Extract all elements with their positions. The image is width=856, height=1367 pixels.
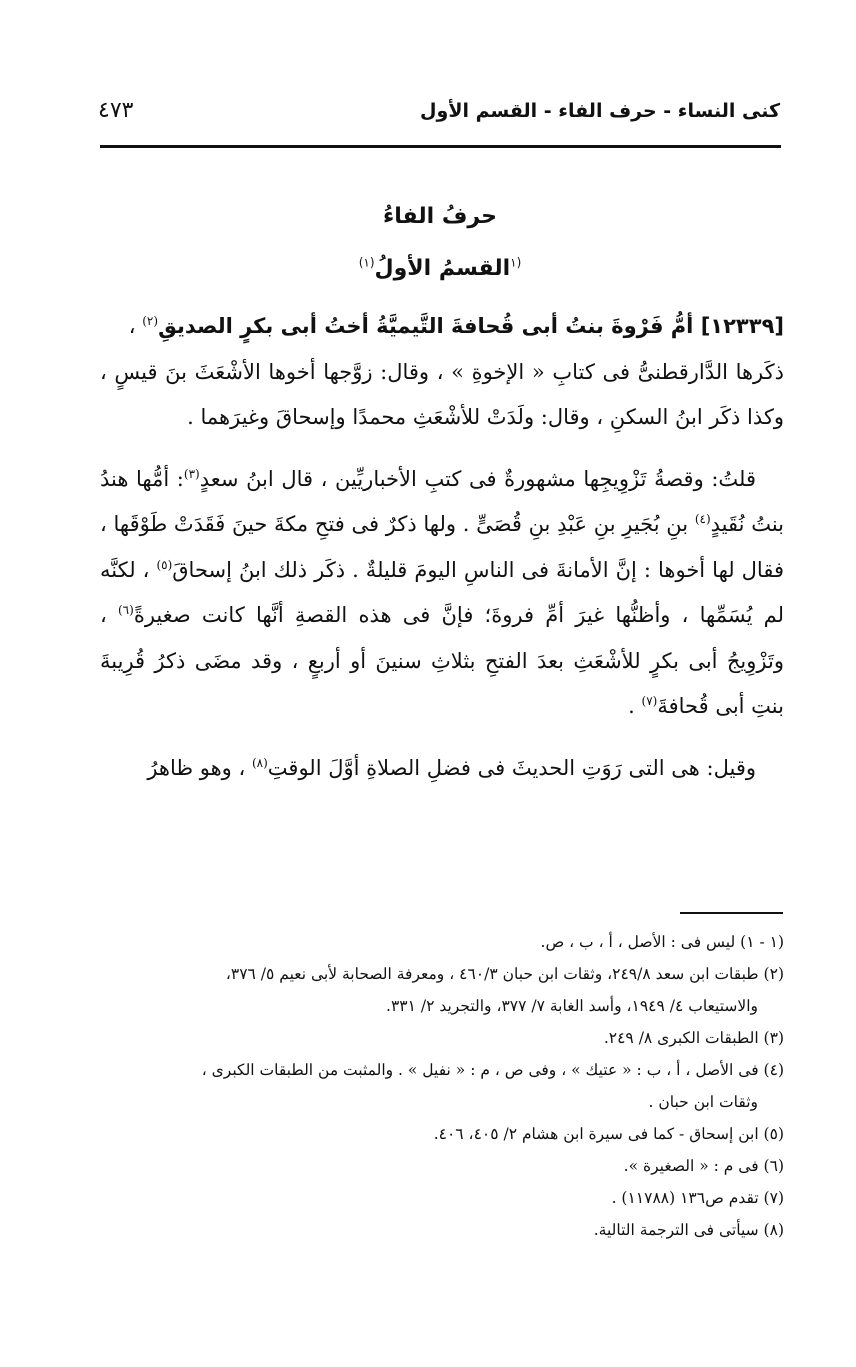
entry-heading: [١٢٣٣٩] أمُّ فَرْوةَ بنتُ أبى قُحافةَ التَّيميَّةُ أختُ أبى بكرٍ الصديقِ [158,314,784,338]
p2-text-5: ، وتَزْوِيجُ أبى بكرٍ للأشْعَثِ بعدَ الفتحِ بثلاثِ سنينَ أو أربعٍ ، وقد مضَى ذكرُ قُرِيبةَ بنتِ أبى قُحافةَ [100,603,784,718]
p2-text-1: قلتُ: وقصةُ تَزْوِيجِها مشهورةٌ فى كتبِ الأخباريِّين ، قال ابنُ سعدٍ [199,466,757,491]
subsection-mark-close: (١) [358,255,375,270]
subsection-title-text: القسمُ الأولُ [374,256,511,281]
running-header [98,98,782,138]
footnote-5: (٥) ابن إسحاق - كما فى سيرة ابن هشام ٢/ ٤٠٥، ٤٠٦. [433,1125,784,1143]
p2-text-6: . [628,694,642,718]
footnote-4: (٤) فى الأصل ، أ ، ب : « عتيك » ، وفى ص ، م : « نفيل » . والمثبت من الطبقات الكبرى ، [201,1061,784,1079]
p2-ref-1: (٣) [183,466,200,481]
entry-heading-line [100,304,784,350]
footnotes [100,926,784,1246]
footnote-2-continued: والاستيعاب ٤/ ١٩٤٩، وأسد الغابة ٧/ ٣٧٧، والتجريد ٢/ ٣٣١. [386,997,758,1015]
section-title: حرفُ الفاءُ [383,204,497,229]
page-number: ٤٧٣ [98,98,134,123]
footnote-rule [680,912,783,914]
paragraph-3 [100,746,784,792]
header-title: كنى النساء - حرف الفاء - القسم الأول [420,100,780,122]
p3-ref-1: (٨) [251,755,268,770]
footnote-1: (١ - ١) ليس فى : الأصل ، أ ، ب ، ص. [540,933,784,951]
subsection-title [100,256,780,281]
main-text [100,304,784,791]
p2-ref-4: (٦) [117,603,134,617]
paragraph-2 [100,457,784,730]
p2-ref-5: (٧) [641,694,658,708]
entry-heading-ref: (٢) [142,314,159,328]
footnote-2: (٢) طبقات ابن سعد ٢٤٩/٨، وثقات ابن حبان ٤٦٠/٣ ، ومعرفة الصحابة لأبى نعيم ٥/ ٣٧٦، [225,965,784,983]
p3-text-2: ، وهو ظاهرُ [147,755,252,780]
footnote-8: (٨) سيأتى فى الترجمة التالية. [593,1221,784,1239]
p2-text-3: بنِ بُجَيرِ بنِ عَبْدِ بنِ قُصَىٍّ . ولها ذكرٌ فى فتحِ مكةَ حينَ فَقَدَتْ طَوْقَها ، فقال لها أخوها : إنَّ الأمانةَ فى الناسِ اليومَ قليلةٌ . ذكَر ذلك ابنُ إسحاقَ [100,512,784,582]
footnote-7: (٧) تقدم ص١٣٦ (١١٧٨٨) . [611,1189,784,1207]
paragraph-1: ذكَرها الدَّارقطنىُّ فى كتابِ « الإخوةِ » ، وقال: زوَّجها أخوها الأشْعَثَ بنَ قيسٍ ، وكذا ذكَر ابنُ السكنِ ، وقال: ولَدَتْ للأشْعَثِ محمدًا وإسحاقَ وغيرَهما . [100,359,784,429]
footnote-4-continued: وثقات ابن حبان . [648,1093,758,1111]
header-rule [100,145,781,148]
p2-ref-3: (٥) [156,557,173,572]
subsection-mark-open: (١ [510,255,522,270]
footnote-6: (٦) فى م : « الصغيرة ». [623,1157,784,1175]
p2-text-4: ، لكنَّه لم يُسَمِّها ، وأظنُّها غيرَ أمِّ فروةَ؛ فإنَّ فى هذه القصةِ أنَّها كانت صغيرةً [100,557,784,627]
entry-heading-tail: ، [128,314,143,338]
p2-ref-2: (٤) [694,512,711,526]
p2-text-2: : أمُّها هندُ بنتُ نُقَيدٍ [100,466,784,536]
footnote-3: (٣) الطبقات الكبرى ٨/ ٢٤٩. [603,1029,784,1047]
p3-text-1: وقيل: هى التى رَوَتِ الحديثَ فى فضلِ الصلاةِ أوَّلَ الوقتِ [267,755,756,780]
